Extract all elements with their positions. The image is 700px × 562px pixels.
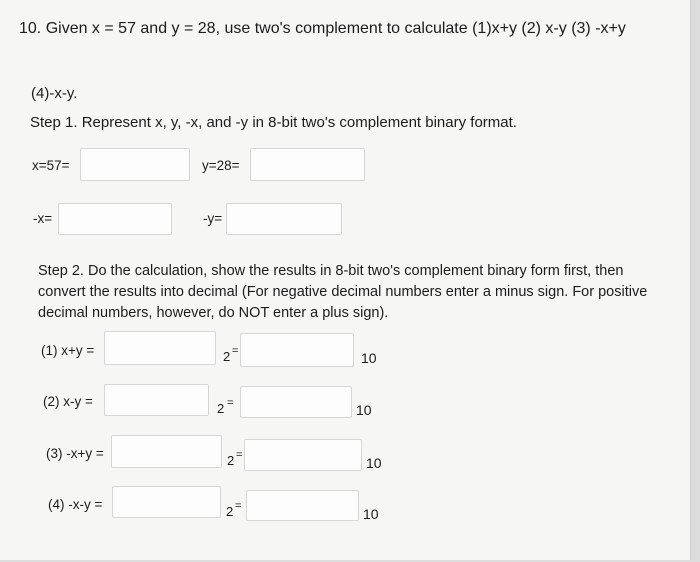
row3-base10-subscript: 10	[366, 455, 382, 471]
row2-equals: =	[227, 397, 234, 409]
row4-binary-input[interactable]	[112, 486, 221, 518]
row4-base10-subscript: 10	[363, 506, 379, 522]
row1-base2-subscript: 2	[223, 349, 231, 364]
neg-y-label: -y=	[203, 211, 223, 226]
step2-heading: Step 2. Do the calculation, show the results in 8-bit two's complement binary form first, then convert the results into decimal (For negative decimal numbers enter a minus sign. For positive decimal numbers, however, do NOT enter a plus sign).	[38, 263, 648, 321]
row1-base10-subscript: 10	[361, 350, 377, 366]
row1-equals: =	[232, 345, 239, 357]
row4-decimal-input[interactable]	[246, 490, 359, 521]
row1-decimal-input[interactable]	[240, 333, 354, 367]
row3-decimal-input[interactable]	[244, 439, 362, 471]
neg-y-binary-input[interactable]	[226, 203, 342, 235]
row3-base2-subscript: 2	[227, 453, 235, 468]
row3-binary-input[interactable]	[111, 435, 222, 468]
neg-x-label: -x=	[33, 211, 53, 226]
row2-base2-subscript: 2	[217, 401, 225, 416]
row2-binary-input[interactable]	[104, 384, 209, 416]
y-label: y=28=	[202, 158, 240, 173]
x-label: x=57=	[32, 158, 70, 173]
neg-x-binary-input[interactable]	[58, 203, 172, 235]
row2-label: (2) x-y =	[43, 394, 93, 409]
row2-decimal-input[interactable]	[240, 386, 352, 418]
row2-base10-subscript: 10	[356, 402, 372, 418]
row1-label: (1) x+y =	[41, 343, 95, 358]
y-binary-input[interactable]	[250, 148, 365, 181]
question-title-continued: (4)-x-y.	[31, 85, 78, 102]
row4-label: (4) -x-y =	[48, 497, 103, 512]
row4-equals: =	[235, 500, 242, 512]
x-binary-input[interactable]	[80, 148, 190, 181]
row3-label: (3) -x+y =	[46, 446, 104, 461]
row3-equals: =	[236, 449, 243, 461]
step1-heading: Step 1. Represent x, y, -x, and -y in 8-bit two's complement binary format.	[30, 114, 517, 131]
row4-base2-subscript: 2	[226, 504, 234, 519]
row1-binary-input[interactable]	[104, 331, 216, 365]
question-title: 10. Given x = 57 and y = 28, use two's complement to calculate (1)x+y (2) x-y (3) -x+y	[19, 20, 626, 37]
